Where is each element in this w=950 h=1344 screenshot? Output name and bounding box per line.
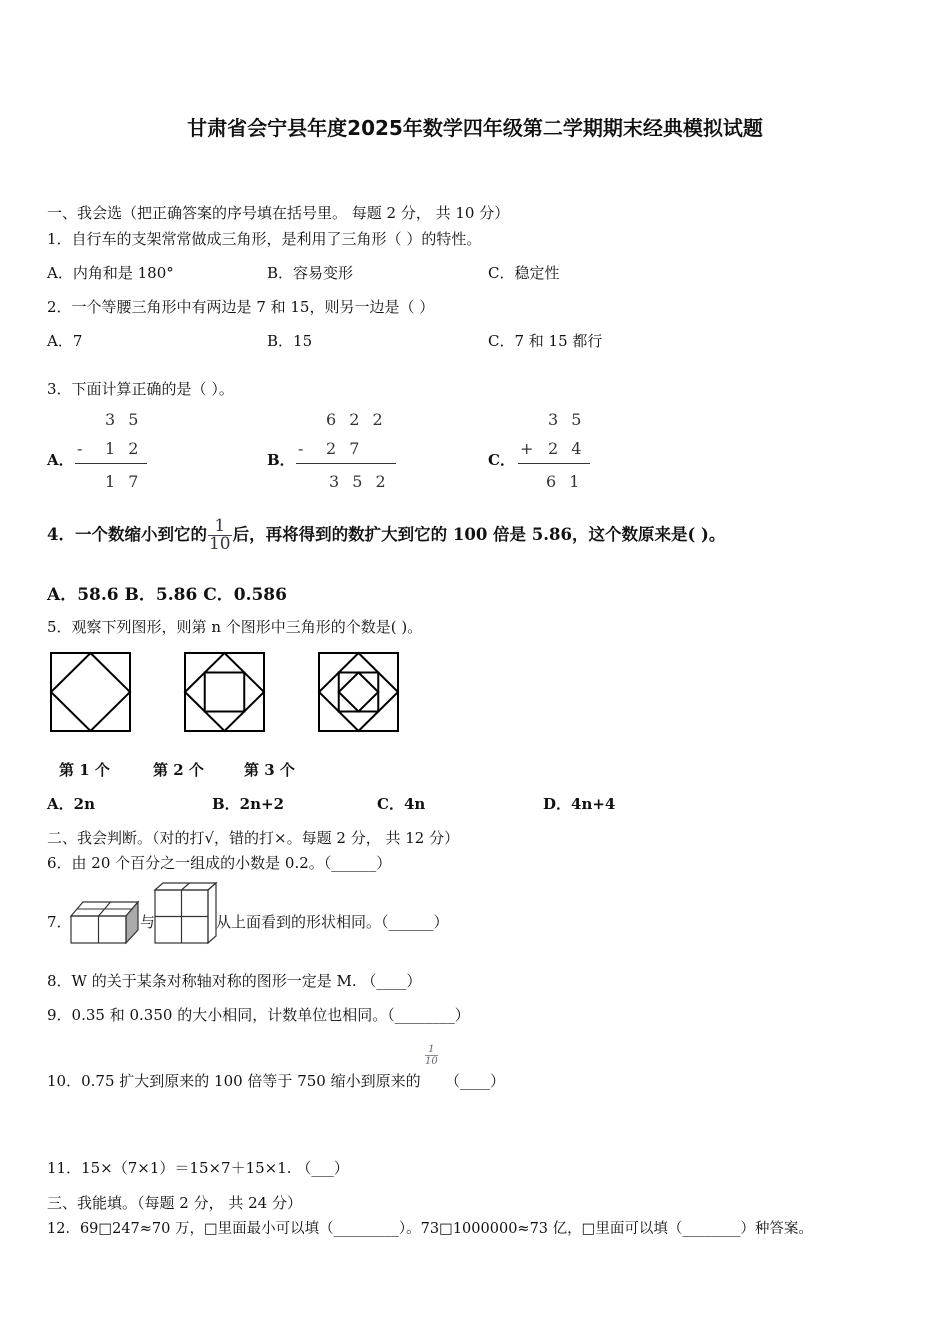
question-4-stem xyxy=(47,518,725,553)
question-10-blank: （____） xyxy=(445,1072,506,1090)
question-10-denominator: 10 xyxy=(425,1056,438,1067)
question-3-option-c-label: C． xyxy=(488,451,515,469)
question-1-option-a: A．内角和是 180° xyxy=(47,264,174,282)
question-2-option-b: B．15 xyxy=(267,332,313,350)
question-7-text: 从上面看到的形状相同。（______） xyxy=(216,913,449,931)
figure-1-diagram xyxy=(50,652,132,732)
question-2-option-a: A．7 xyxy=(47,332,83,350)
fraction-one-tenth xyxy=(208,518,232,553)
calc-c-result: 6 1 xyxy=(546,472,580,491)
question-4-pre: 4．一个数缩小到它的 xyxy=(47,525,207,544)
calc-b-operator: - xyxy=(298,439,304,458)
question-6: 6．由 20 个百分之一组成的小数是 0.2。（______） xyxy=(47,854,392,872)
question-4-options: A．58.6 B．5.86 C．0.586 xyxy=(47,585,287,605)
question-5-stem: 5．观察下列图形，则第 n 个图形中三角形的个数是( )。 xyxy=(47,618,423,636)
fraction-numerator: 1 xyxy=(208,518,232,536)
section-1-heading: 一、我会选（把正确答案的序号填在括号里。 每题 2 分， 共 10 分） xyxy=(47,204,510,222)
question-9: 9．0.35 和 0.350 的大小相同，计数单位也相同。（________） xyxy=(47,1006,470,1024)
question-7-connector: 与 xyxy=(140,913,156,931)
calc-a-top: 3 5 xyxy=(105,410,139,429)
figure-3-diagram xyxy=(318,652,400,732)
question-5-option-c: C．4n xyxy=(377,795,426,813)
cube-stack-diagram xyxy=(154,882,218,944)
figure-2-diagram xyxy=(184,652,266,732)
question-2-stem: 2．一个等腰三角形中有两边是 7 和 15，则另一边是（ ） xyxy=(47,298,435,316)
calc-a-operator: - xyxy=(77,439,83,458)
calc-a-line xyxy=(75,463,147,464)
figure-1-label: 第 1 个 xyxy=(59,761,110,779)
fraction-denominator: 10 xyxy=(208,534,231,554)
question-2-option-c: C．7 和 15 都行 xyxy=(488,332,603,350)
calc-b-line xyxy=(296,463,396,464)
calc-c-middle: 2 4 xyxy=(548,439,582,458)
calc-c-operator: + xyxy=(520,439,534,458)
question-10-fraction xyxy=(425,1044,438,1067)
question-5-option-b: B．2n+2 xyxy=(212,795,285,813)
question-10-stem: 10．0.75 扩大到原来的 100 倍等于 750 缩小到原来的 xyxy=(47,1072,421,1090)
cuboid-row-diagram xyxy=(70,900,140,944)
question-5-option-d: D．4n+4 xyxy=(543,795,616,813)
question-1-option-b: B．容易变形 xyxy=(267,264,354,282)
question-4-post: 后，再将得到的数扩大到它的 100 倍是 5.86，这个数原来是( )。 xyxy=(232,525,726,544)
section-3-heading: 三、我能填。（每题 2 分， 共 24 分） xyxy=(47,1194,302,1212)
figure-3-label: 第 3 个 xyxy=(244,761,295,779)
question-8: 8．W 的关于某条对称轴对称的图形一定是 M. （____） xyxy=(47,972,422,990)
question-1-option-c: C．稳定性 xyxy=(488,264,560,282)
calc-b-result: 3 5 2 xyxy=(329,472,386,491)
calc-c-top: 3 5 xyxy=(548,410,582,429)
question-11: 11．15×（7×1）＝15×7＋15×1. （___） xyxy=(47,1159,349,1177)
calc-b-top: 6 2 2 xyxy=(326,410,383,429)
question-10-numerator: 1 xyxy=(425,1044,438,1056)
question-12: 12．69□247≈70 万，□里面最小可以填（_________）。73□1000000≈73 亿，□里面可以填（________）种答案。 xyxy=(47,1221,813,1237)
calc-a-result: 1 7 xyxy=(105,472,139,491)
question-3-option-b-label: B． xyxy=(267,451,295,469)
question-5-option-a: A．2n xyxy=(47,795,95,813)
page-title: 甘肃省会宁县年度2025年数学四年级第二学期期末经典模拟试题 xyxy=(187,116,763,140)
question-7-number: 7． xyxy=(47,913,72,931)
figure-2-label: 第 2 个 xyxy=(153,761,204,779)
question-3-stem: 3．下面计算正确的是（ ）。 xyxy=(47,380,234,398)
question-1-stem: 1．自行车的支架常常做成三角形，是利用了三角形（ ）的特性。 xyxy=(47,230,482,248)
calc-c-line xyxy=(518,463,590,464)
question-3-option-a-label: A． xyxy=(47,451,74,469)
calc-a-middle: 1 2 xyxy=(105,439,139,458)
calc-b-middle: 2 7 xyxy=(326,439,360,458)
section-2-heading: 二、我会判断。（对的打√，错的打×。每题 2 分， 共 12 分） xyxy=(47,829,460,847)
